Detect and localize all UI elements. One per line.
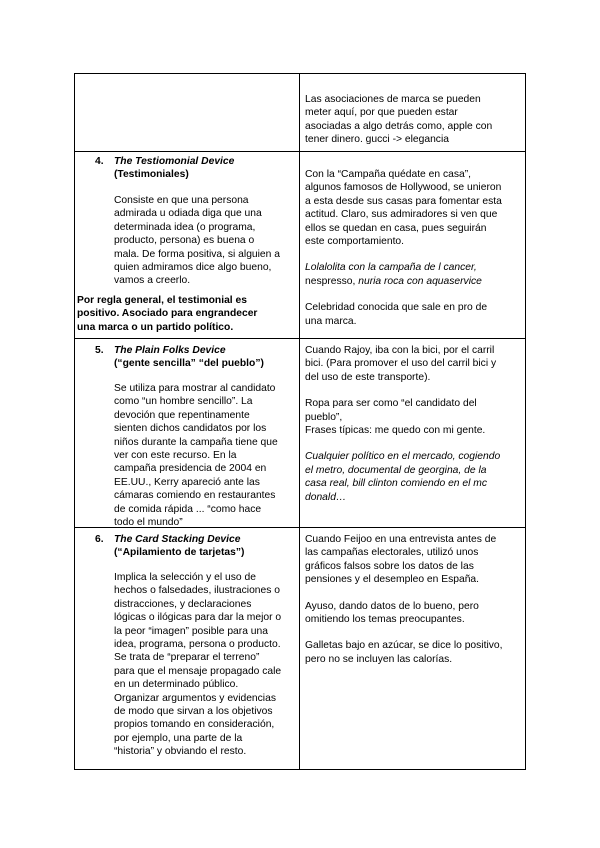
text-line: el metro, documental de georgina, de la (305, 464, 487, 476)
text-line: casa real, bill clinton comiendo en el mc (305, 478, 488, 490)
text-line: positivo. Asociado para engrandecer (77, 308, 258, 320)
item-number: 4. (95, 156, 104, 167)
item-number: 6. (95, 534, 104, 545)
text-line: una marca o un partido político. (77, 321, 234, 333)
text-line: a esta desde sus casas para fomentar esta (305, 195, 502, 207)
rule-note (77, 294, 297, 334)
text-span: nespresso, (305, 275, 359, 287)
text-line: Con la “Campaña quédate en casa”, (305, 169, 471, 180)
text-line: Frases típicas: me quedo con mi gente. (305, 425, 486, 437)
text-line: actitud. Claro, sus admiradores si ven que (305, 209, 498, 221)
column-divider (299, 74, 300, 769)
item-subtitle: (“gente sencilla” “del pueblo”) (114, 358, 264, 370)
text-line: Lolalolita con la campaña de l cancer, (305, 262, 477, 274)
text-line: una marca. (305, 315, 357, 327)
row3-right-cell (305, 533, 520, 666)
text-line: campaña presidencia de 2004 en (114, 463, 267, 475)
text-line: vamos a creerlo. (114, 275, 191, 287)
row1-right-cell (305, 168, 520, 328)
item-title: The Card Stacking Device (114, 534, 241, 545)
text-line: bici. (Para promover el uso del carril bici y (305, 358, 497, 370)
item-heading (114, 155, 234, 182)
text-line: para que el mensaje propagado cale (114, 665, 282, 677)
text-line: ver con este recurso. En la (114, 450, 237, 462)
text-line: EE.UU., Kerry apareció ante las (114, 476, 260, 488)
text-line: devoción que repentinamente (114, 409, 250, 421)
item-number: 5. (95, 345, 104, 356)
text-line: en un determinado público. (114, 679, 239, 691)
row2-right-cell (305, 344, 520, 504)
text-line: niños durante la campaña tiene que (114, 436, 278, 448)
text-line: algunos famosos de Hollywood, se unieron (305, 182, 502, 194)
text-line: “historia” y obviando el resto. (114, 746, 247, 758)
item-title: The Testiomonial Device (114, 156, 235, 167)
text-line: Consiste en que una persona (114, 195, 249, 206)
text-line: ellos se quedan en casa, pues seguirán (305, 222, 487, 234)
text-line: Ayuso, dando datos de lo bueno, pero (305, 600, 479, 612)
text-span: nuria roca con aquaservice (358, 275, 482, 287)
text-line: por ejemplo, una parte de la (114, 732, 243, 744)
text-line: como “un hombre sencillo”. La (114, 396, 253, 408)
text-line: mala. De forma positiva, si alguien a (114, 248, 280, 260)
item-subtitle: (“Apilamiento de tarjetas”) (114, 547, 245, 559)
text-line: Ropa para ser como “el candidato del (305, 398, 477, 410)
text-line: todo el mundo” (114, 517, 183, 529)
text-line: pero no se incluyen las calorías. (305, 653, 453, 665)
item-heading (114, 533, 244, 560)
text-line: Organizar argumentos y evidencias (114, 692, 276, 704)
text-line: Celebridad conocida que sale en pro de (305, 302, 488, 314)
text-line: meter aquí, por que pueden estar (305, 107, 458, 119)
text-line: admirada u odiada diga que una (114, 208, 262, 220)
text-line: Se trata de “preparar el terreno” (114, 652, 260, 664)
text-line: este comportamiento. (305, 236, 405, 248)
text-line: idea, programa, persona o producto. (114, 639, 281, 651)
text-line: omitiendo los temas preocupantes. (305, 614, 465, 626)
item-subtitle: (Testimoniales) (114, 169, 189, 181)
text-line: pueblo”, (305, 411, 343, 423)
item-title: The Plain Folks Device (114, 345, 226, 356)
text-line: Galletas bajo en azúcar, se dice lo positivo, (305, 640, 503, 652)
text-line: determinada idea (o programa, (114, 221, 256, 233)
text-line: del uso de este transporte). (305, 371, 431, 383)
text-line: Cualquier político en el mercado, cogiendo (305, 451, 501, 463)
item-heading (114, 344, 264, 371)
text-line: asociadas a algo detrás como, apple con (305, 120, 493, 132)
text-line: Cuando Rajoy, iba con la bici, por el carril (305, 345, 495, 356)
text-line: gráficos falsos sobre los datos de las (305, 560, 474, 572)
row-divider (75, 338, 525, 339)
text-line: cámaras comiendo en restaurantes (114, 490, 276, 502)
row0-right-cell (305, 93, 520, 147)
text-line: de modo que sirvan a los objetivos (114, 706, 273, 718)
text-line: hechos o falsedades, ilustraciones o (114, 585, 280, 597)
text-line: Se utiliza para mostrar al candidato (114, 383, 276, 394)
text-line: la peor “imagen” posible para una (114, 625, 268, 637)
text-line: Las asociaciones de marca se pueden (305, 94, 481, 105)
text-line: Cuando Feijoo en una entrevista antes de (305, 534, 497, 545)
row-divider (75, 151, 525, 152)
text-line: de comida rápida ... “como hace (114, 503, 262, 515)
text-line: pensiones y el desempleo en España. (305, 574, 480, 586)
text-line (305, 275, 520, 288)
text-line: donald… (305, 491, 347, 503)
item-description (114, 382, 294, 529)
text-line: Por regla general, el testimonial es (77, 295, 247, 306)
item-description (114, 571, 294, 759)
text-line: propios tomando en consideración, (114, 719, 275, 731)
item-description (114, 194, 294, 288)
text-line: distracciones, y declaraciones (114, 598, 252, 610)
text-line: sienten dichos candidatos por los (114, 423, 267, 435)
text-line: las campañas electorales, utilizó unos (305, 547, 479, 559)
text-line: Implica la selección y el uso de (114, 572, 256, 583)
text-line: producto, persona) es buena o (114, 235, 255, 247)
text-line: tener dinero. gucci -> elegancia (305, 134, 449, 146)
text-line: lógicas o ilógicas para dar la mejor o (114, 612, 282, 624)
text-line: quien admiramos dice algo bueno, (114, 262, 272, 274)
content-table (74, 73, 526, 770)
